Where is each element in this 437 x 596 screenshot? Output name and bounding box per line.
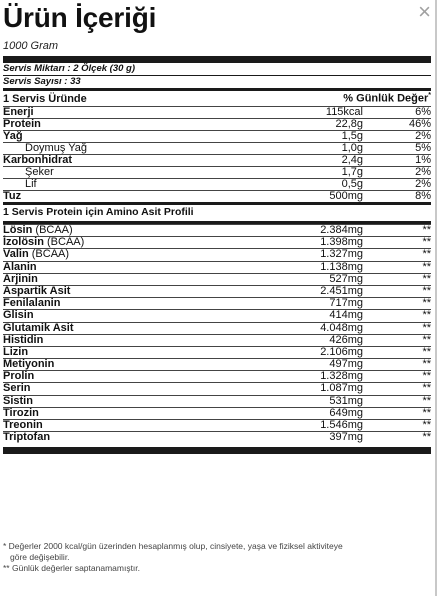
amino-name-note: (BCAA) <box>32 224 73 236</box>
nutrition-row <box>3 166 431 178</box>
amino-daily-value: ** <box>422 382 431 395</box>
nutrition-row <box>3 118 431 130</box>
nutrient-amount: 1,5g <box>341 130 363 142</box>
amino-daily-value: ** <box>422 358 431 371</box>
nutrient-amount: 1,0g <box>341 142 363 154</box>
amino-amount: 531mg <box>329 394 363 407</box>
amino-daily-value: ** <box>422 248 431 261</box>
amino-name-label: Tirozin <box>3 406 39 419</box>
amino-name <box>3 237 258 248</box>
amino-name <box>3 274 258 285</box>
page-title: Ürün İçeriği <box>3 2 157 33</box>
amino-name <box>3 323 258 334</box>
amino-amount: 426mg <box>329 333 363 346</box>
amino-name-note: (BCAA) <box>28 248 70 261</box>
amino-name-label: Arjinin <box>3 272 38 285</box>
amino-daily-value: ** <box>422 431 431 444</box>
amino-daily-value: ** <box>422 321 431 334</box>
amino-name-label: İzolösin <box>3 236 44 249</box>
nutrient-name: Lif <box>25 178 37 190</box>
amino-amount: 2.384mg <box>320 224 363 236</box>
amino-name <box>3 249 258 260</box>
nutrient-name: Yağ <box>3 130 23 142</box>
amino-row <box>3 346 431 358</box>
amino-row <box>3 248 431 260</box>
amino-name-label: Valin <box>3 248 29 261</box>
divider-thick <box>3 447 431 454</box>
amino-name <box>3 408 258 419</box>
amino-row <box>3 334 431 346</box>
nutrient-daily-value: 2% <box>415 178 431 190</box>
amino-name-label: Glisin <box>3 309 34 322</box>
divider-thick <box>3 56 431 63</box>
amino-name-label: Lösin <box>3 224 33 236</box>
amino-name <box>3 262 258 273</box>
amino-name-note: (BCAA) <box>43 236 85 249</box>
amino-name-label: Alanin <box>3 260 37 273</box>
amino-table <box>3 224 431 443</box>
nutrient-daily-value: 5% <box>415 142 431 154</box>
amino-daily-value: ** <box>422 345 431 358</box>
amino-daily-value: ** <box>422 284 431 297</box>
amino-row <box>3 395 431 407</box>
nutrition-panel <box>3 2 431 454</box>
nutrient-amount: 500mg <box>329 190 363 202</box>
nutrition-row <box>3 130 431 142</box>
amino-name <box>3 359 258 370</box>
amino-daily-value: ** <box>422 297 431 310</box>
amino-amount: 1.087mg <box>320 382 363 395</box>
amino-amount: 527mg <box>329 272 363 285</box>
amino-name-label: Aspartik Asit <box>3 284 71 297</box>
nutrient-name: Şeker <box>25 166 54 178</box>
nutrient-name: Enerji <box>3 106 34 118</box>
amino-name-label: Serin <box>3 382 31 395</box>
amino-amount: 2.451mg <box>320 284 363 297</box>
nutrition-header-left: 1 Servis Üründe <box>3 93 87 105</box>
nutrient-amount: 22,8g <box>335 118 363 130</box>
amino-daily-value: ** <box>422 309 431 322</box>
amino-daily-value: ** <box>422 272 431 285</box>
amino-name <box>3 286 258 297</box>
amino-amount: 717mg <box>329 297 363 310</box>
nutrition-row <box>3 178 431 190</box>
amino-name <box>3 298 258 309</box>
amino-row <box>3 358 431 370</box>
nutrient-name: Protein <box>3 118 41 130</box>
amino-amount: 1.327mg <box>320 248 363 261</box>
amino-row <box>3 382 431 394</box>
amino-name-label: Fenilalanin <box>3 297 61 310</box>
amino-name <box>3 396 258 407</box>
amino-amount: 4.048mg <box>320 321 363 334</box>
amino-amount: 1.328mg <box>320 370 363 383</box>
footnote-1: * Değerler 2000 kcal/gün üzerinden hesaplanmış olup, cinsiyete, yaşa ve fiziksel aktiviteye <box>3 541 343 551</box>
amino-row <box>3 297 431 309</box>
nutrition-header-right: % Günlük Değer* <box>343 92 431 105</box>
amino-daily-value: ** <box>422 260 431 273</box>
footnotes <box>3 541 423 574</box>
amino-amount: 497mg <box>329 358 363 371</box>
amino-name-label: Metiyonin <box>3 358 55 371</box>
nutrition-table <box>3 106 431 202</box>
nutrient-name: Karbonhidrat <box>3 154 73 166</box>
amino-row <box>3 236 431 248</box>
amino-name <box>3 225 258 236</box>
amino-row <box>3 322 431 334</box>
amino-name <box>3 347 258 358</box>
nutrient-daily-value: 2% <box>415 166 431 178</box>
nutrient-daily-value: 1% <box>415 154 431 166</box>
nutrient-daily-value: 8% <box>415 190 431 202</box>
amino-name <box>3 310 258 321</box>
nutrient-name: Doymuş Yağ <box>25 142 87 154</box>
amino-daily-value: ** <box>422 394 431 407</box>
amino-amount: 649mg <box>329 406 363 419</box>
amino-daily-value: ** <box>422 406 431 419</box>
amino-row <box>3 224 431 236</box>
nutrient-amount: 115kcal <box>325 106 363 118</box>
amino-name-label: Treonin <box>3 419 43 431</box>
amino-daily-value: ** <box>422 236 431 249</box>
amino-row <box>3 261 431 273</box>
amino-name <box>3 371 258 382</box>
amino-row <box>3 407 431 419</box>
amino-amount: 1.398mg <box>320 236 363 249</box>
footnote-2: ** Günlük değerler saptanamamıştır. <box>3 563 141 573</box>
footnote-1-cont: göre değişebilir. <box>10 552 70 562</box>
amino-row <box>3 273 431 285</box>
nutrition-row <box>3 154 431 166</box>
nutrition-row <box>3 106 431 118</box>
nutrient-daily-value: 6% <box>415 106 431 118</box>
amino-name <box>3 383 258 394</box>
amino-row <box>3 419 431 431</box>
close-icon[interactable]: × <box>418 0 431 24</box>
amino-name-label: Glutamik Asit <box>3 321 74 334</box>
amino-section-title: 1 Servis Protein için Amino Asit Profili <box>3 206 194 218</box>
amino-name <box>3 420 258 431</box>
nutrition-row <box>3 190 431 202</box>
amino-daily-value: ** <box>422 370 431 383</box>
amino-amount: 414mg <box>329 309 363 322</box>
amino-daily-value: ** <box>422 333 431 346</box>
nutrition-row <box>3 142 431 154</box>
amino-daily-value: ** <box>422 224 431 236</box>
amino-amount: 1.546mg <box>320 419 363 431</box>
amino-name-label: Lizin <box>3 345 29 358</box>
amino-name-label: Triptofan <box>3 431 51 444</box>
amino-name-label: Sistin <box>3 394 33 407</box>
amino-amount: 2.106mg <box>320 345 363 358</box>
nutrient-daily-value: 2% <box>415 130 431 142</box>
amino-row <box>3 285 431 297</box>
amino-daily-value: ** <box>422 419 431 431</box>
nutrient-amount: 1,7g <box>341 166 363 178</box>
serving-count: Servis Sayısı : 33 <box>3 76 81 87</box>
amino-amount: 1.138mg <box>320 260 363 273</box>
amino-row <box>3 431 431 443</box>
amino-name-label: Prolin <box>3 370 35 383</box>
amino-amount: 397mg <box>329 431 363 444</box>
nutrient-name: Tuz <box>3 190 22 202</box>
amino-row <box>3 309 431 321</box>
amino-name-label: Histidin <box>3 333 44 346</box>
amino-row <box>3 370 431 382</box>
nutrition-header <box>3 91 431 106</box>
nutrient-daily-value: 46% <box>408 118 431 130</box>
amino-name <box>3 335 258 346</box>
nutrient-amount: 2,4g <box>341 154 363 166</box>
amino-name <box>3 432 258 443</box>
product-weight: 1000 Gram <box>3 40 59 52</box>
nutrient-amount: 0,5g <box>341 178 363 190</box>
serving-size: Servis Miktarı : 2 Ölçek (30 g) <box>3 63 136 74</box>
